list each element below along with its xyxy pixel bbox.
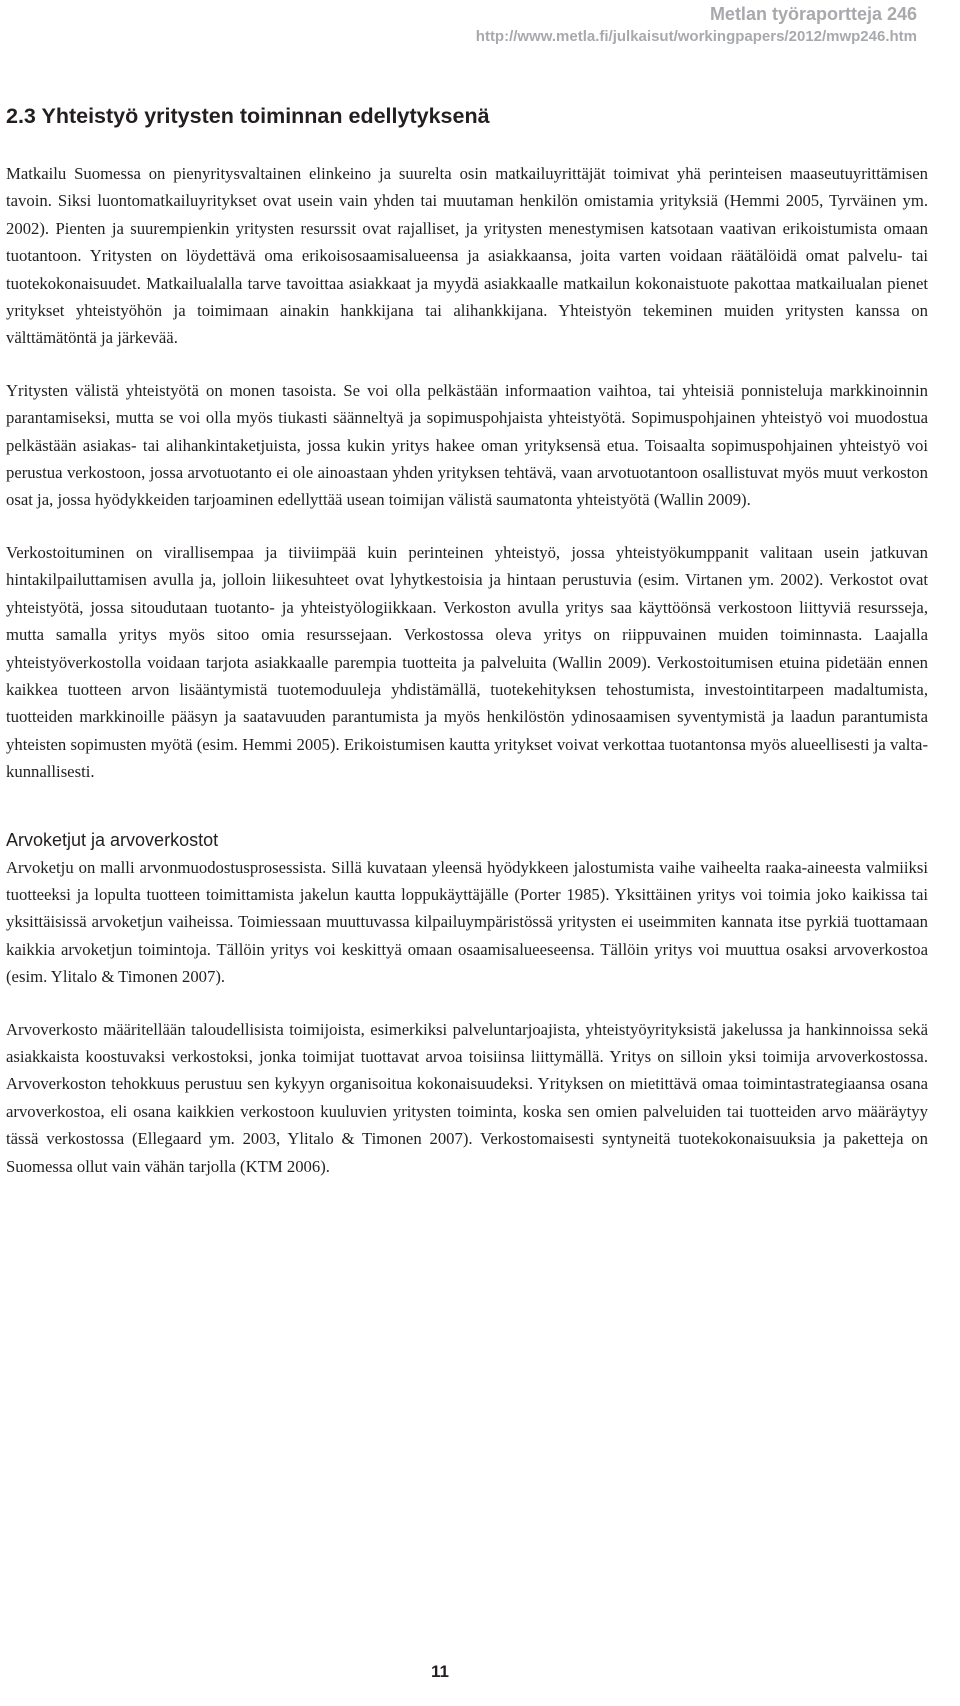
paragraph-4: Arvoketju on malli arvonmuodostusprosessista. Sillä kuvataan yleensä hyödykkeen jalostumista vaihe vaiheelta raaka-aineesta valmiiksi tuotteeksi ja lopulta tuotteen toimittamista jakelun kautta loppukäyttäjälle (Porter 1985). Yksittäinen yritys voi toimia joko kaikissa tai yksittäisissä arvoketjun vaiheissa. Toimiessaan muuttuvassa kilpailuympäristössä yritysten ei useimmiten kannata itse pyrkiä tuottamaan kaikkia arvoketjun toimintoja. Tällöin yritys voi keskittyä omaan osaamisalueeseensa. Tällöin yritys voi muuttua osaksi arvoverkostoa (esim. Ylitalo & Timonen 2007).	[6, 857, 928, 987]
spacer	[6, 811, 928, 827]
paragraph-5: Arvoverkosto määritellään taloudellisista toimijoista, esimerkiksi palveluntarjoajista, yhteistyöyrityksistä jakelussa ja hankinnoissa sekä asiakkaista koostuvaksi verkostoksi, jonka toimijat tuottavat arvoa toisiinsa liittymällä. Yritys on silloin yksi toimija arvoverkostossa. Arvoverkoston tehokkuus perustuu sen kykyyn organisoitua kokonaisuudeksi. Yrityksen on mietittävä omaa toimintastrategiaansa osana arvoverkostoa, eli osana kaikkien verkostoon kuuluvien yritysten toiminta, koska sen omien palveluiden tai tuotteiden arvo määräytyy tässä verkostossa (Ellegaard ym. 2003, Ylitalo & Timonen 2007). Verkostomaisesti syntyneitä tuotekokonaisuuksia ja paketteja on Suomessa ollut vain vähän tarjolla (KTM 2006).	[6, 1019, 928, 1176]
section-heading: 2.3 Yhteistyö yritysten toiminnan edellytyksenä	[6, 104, 490, 128]
paragraph-3: Verkostoituminen on virallisempaa ja tiiviimpää kuin perinteinen yhteistyö, jossa yhteistyökumppanit valitaan usein jatkuvan hintakilpailuttamisen avulla ja, jolloin liikesuhteet ovat lyhytkestoisia ja hintaan perustuvia (esim. Virtanen ym. 2002). Verkostot ovat yhteistyötä, jossa sitoudutaan tuotanto- ja yhteistyölogiikkaan. Verkoston avulla yritys saa käyttöönsä verkostoon liittyviä resursseja, mutta samalla yritys myös sitoo omia resurssejaan. Verkostossa oleva yritys on riippuvainen muiden toiminnasta. Laajalla yhteistyöverkostolla voidaan tarjota asiakkaalle parempia tuotteita ja palveluita (Wallin 2009). Verkostoitumisen etuina pidetään ennen kaikkea tuotteen arvon lisääntymistä tuotemoduuleja yhdistämällä, tuotekehityksen tehostumista, investointitarpeen madaltumista, tuotteiden markkinoille pääsyn ja saatavuuden parantumista ja myös henkilöstön ydinosaamisen syventymistä ja laadun parantumista yhteisten sopimusten myötä (esim. Hemmi 2005). Erikoistumisen kautta yritykset voivat verkottaa tuotantonsa myös alueellisesti ja valtakunnallisesti.	[6, 542, 928, 782]
series-title: Metlan työraportteja 246	[709, 4, 917, 24]
series-url[interactable]: http://www.metla.fi/julkaisut/workingpapers/2012/mwp246.htm	[475, 28, 917, 45]
subsection-heading: Arvoketjut ja arvoverkostot	[6, 829, 219, 850]
page-content	[6, 102, 928, 1205]
paragraph-1: Matkailu Suomessa on pienyritysvaltainen elinkeino ja suurelta osin matkailuyrittäjät toimivat yhä perinteisen maaseutuyrittämisen tavoin. Siksi luontomatkailuyritykset ovat usein vain yhden tai muutaman henkilön omistamia yrityksiä (Hemmi 2005, Tyrväinen ym. 2002). Pienten ja suurempienkin yritysten resurssit ovat rajalliset, ja yritysten menestymisen katsotaan vaativan erikoistumista omaan tuotantoon. Yritysten on löydettävä oma erikoisosaamisalueensa ja asiakkaansa, joita varten voidaan räätälöidä omat palvelu- tai tuotekokonaisuudet. Matkailualalla tarve tavoittaa asiakkaat ja myydä asiakkaalle matkailun kokonaistuote pakottaa matkailualan pienet yritykset yhteistyöhön ja toimimaan ainakin hankkijana tai alihankkijana. Yhteistyön tekeminen muiden yritysten kanssa on välttämätöntä ja järkevää.	[6, 164, 928, 348]
page-header	[476, 2, 917, 48]
paragraph-2: Yritysten välistä yhteistyötä on monen tasoista. Se voi olla pelkästään informaation vaihtoa, tai yhteisiä ponnisteluja markkinoinnin parantamiseksi, mutta se voi olla myös tiukasti säänneltyä ja sopimuspohjaista yhteistyötä. Sopimuspohjainen yhteistyö voi muodostua pelkästään asiakas- tai alihankintaketjuista, jossa kukin yritys hakee oman yrityksensä etua. Toisaalta sopimuspohjainen yhteistyö voi perustua verkostoon, jossa arvotuotanto ei ole ainoastaan yhden yrityksen tehtävä, vaan arvotuotantoon osallistuvat myös muut verkoston osat ja, jossa hyödykkeiden tarjoaminen edellyttää usean toimijan välistä saumatonta yhteistyötä (Wallin 2009).	[6, 380, 928, 510]
page-number: 11	[431, 1662, 449, 1681]
